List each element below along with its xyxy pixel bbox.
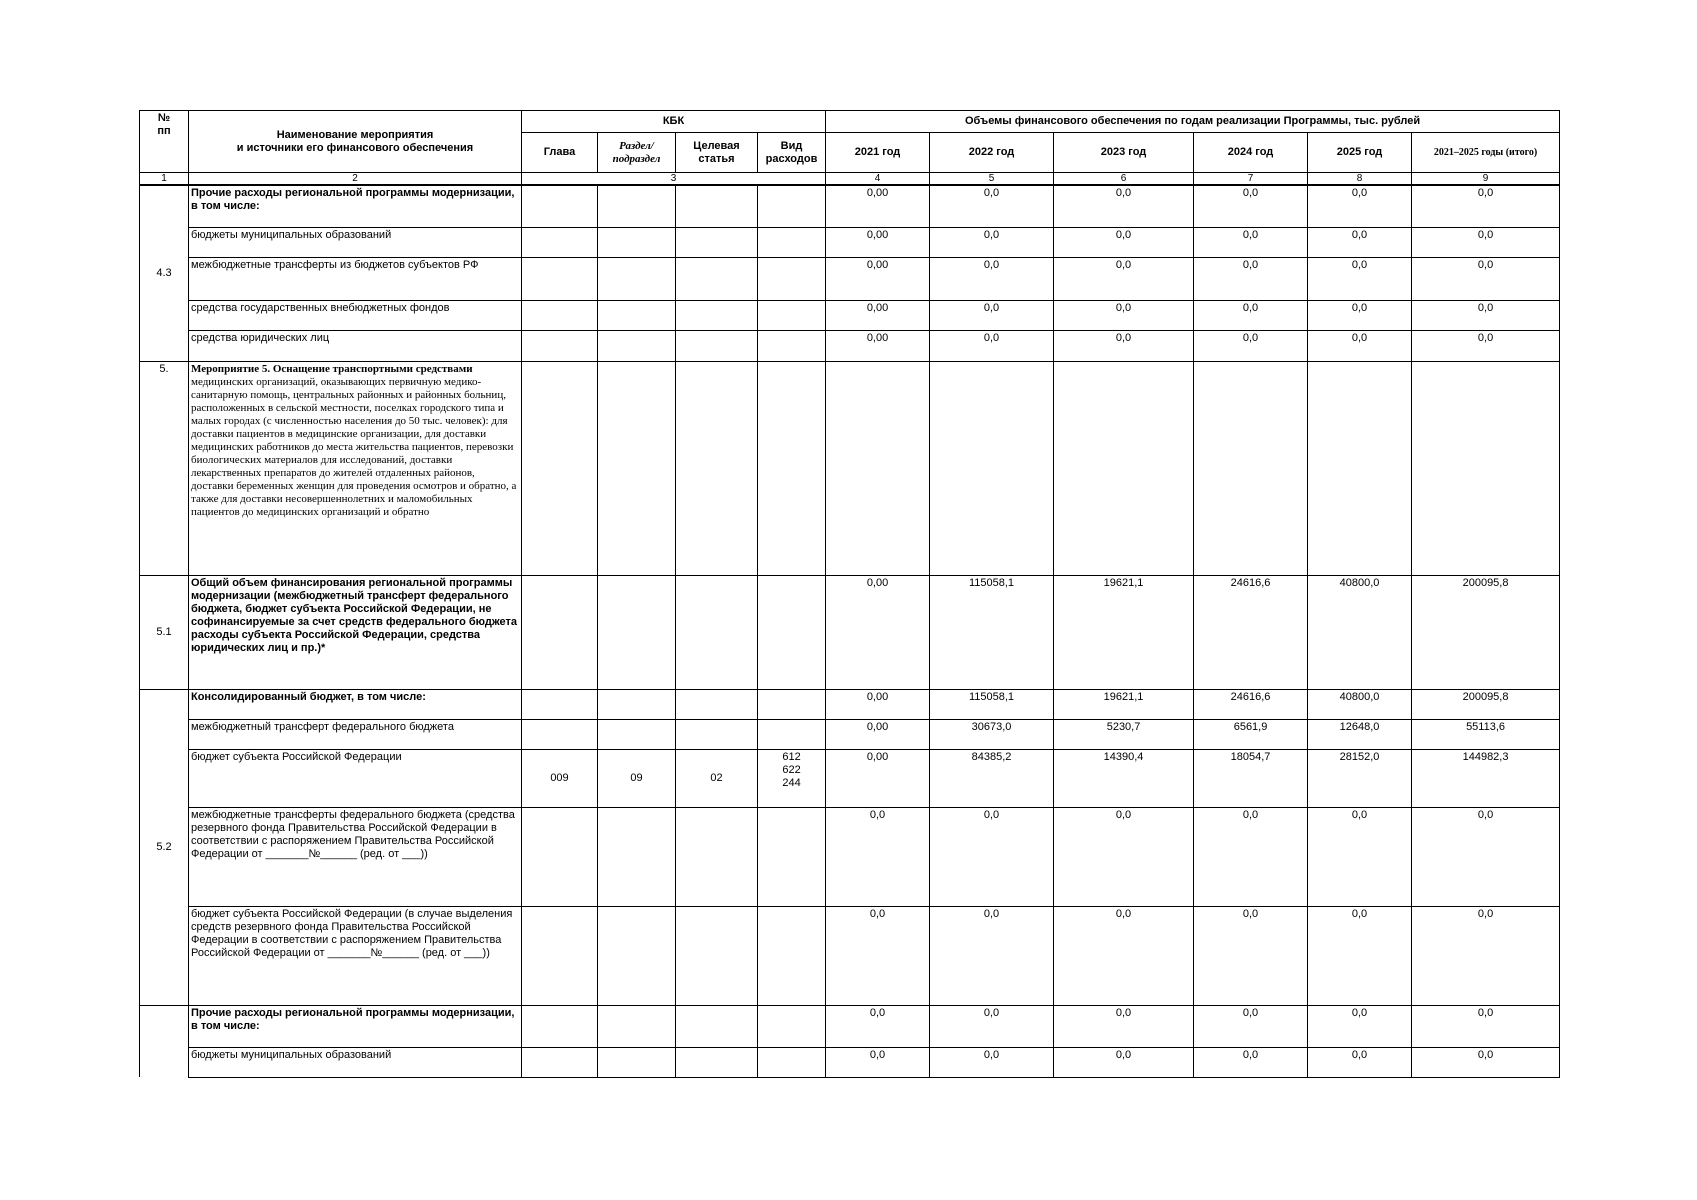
value-cell: 0,0 xyxy=(1308,227,1412,257)
row-name: Консолидированный бюджет, в том числе: xyxy=(189,689,522,719)
value-cell: 0,0 xyxy=(930,1047,1054,1077)
index-cell: 5 xyxy=(930,173,1054,186)
value-cell: 0,0 xyxy=(930,906,1054,1005)
row-number xyxy=(140,1005,189,1077)
index-cell: 8 xyxy=(1308,173,1412,186)
row-name: Прочие расходы региональной программы модернизации, в том числе: xyxy=(189,185,522,227)
value-cell: 0,0 xyxy=(1308,906,1412,1005)
value-cell: 0,0 xyxy=(1308,1047,1412,1077)
value-cell: 0,00 xyxy=(826,185,930,227)
value-cell: 0,0 xyxy=(826,906,930,1005)
header-year-total: 2021–2025 годы (итого) xyxy=(1412,133,1560,173)
value-cell: 55113,6 xyxy=(1412,719,1560,749)
value-cell: 14390,4 xyxy=(1054,749,1194,807)
value-cell: 0,0 xyxy=(930,330,1054,361)
value-cell: 6561,9 xyxy=(1194,719,1308,749)
row-number: 5.1 xyxy=(140,575,189,689)
kbk-target: 02 xyxy=(676,749,758,807)
value-cell: 0,0 xyxy=(1054,1005,1194,1047)
value-cell: 24616,6 xyxy=(1194,689,1308,719)
value-cell: 0,00 xyxy=(826,227,930,257)
row-number: 4.3 xyxy=(140,185,189,361)
index-cell: 3 xyxy=(522,173,826,186)
row-name: Общий объем финансирования региональной программы модернизации (межбюджетный трансферт федерального бюджета, бюджет субъекта Российской Федерации, не софинансируемые за счет средств федерального бюджета расходы субъекта Российской Федерации, средства юридических лиц и пр.)* xyxy=(189,575,522,689)
value-cell: 115058,1 xyxy=(930,689,1054,719)
kbk-razdel: 09 xyxy=(598,749,676,807)
value-cell: 0,0 xyxy=(930,807,1054,906)
value-cell: 0,0 xyxy=(1194,257,1308,300)
header-kbk: КБК xyxy=(522,111,826,133)
value-cell: 0,0 xyxy=(1308,330,1412,361)
row-name: бюджет субъекта Российской Федерации (в случае выделения средств резервного фонда Правительства Российской Федерации в соответствии с распоряжением Правительства Российской Федерации от _______№______ (ред. от ___)) xyxy=(189,906,522,1005)
value-cell: 0,0 xyxy=(1194,1005,1308,1047)
value-cell: 0,0 xyxy=(1308,1005,1412,1047)
value-cell: 0,00 xyxy=(826,749,930,807)
measure-text: медицинских организаций, оказывающих первичную медико-санитарную помощь, центральных районных и районных больниц, расположенных в сельской местности, поселках городского типа и малых городах (с численностью населения до 50 тыс. человек): для доставки пациентов в медицинские организации, для доставки медицинских работников до места жительства пациентов, перевозки биологических материалов для исследований, доставки лекарственных препаратов до жителей отдаленных районов, доставки беременных женщин для проведения осмотров и обратно, а также для доставки несовершеннолетних и маломобильных пациентов до медицинских организаций и обратно xyxy=(191,375,517,518)
row-name: межбюджетные трансферты федерального бюджета (средства резервного фонда Правительства Российской Федерации в соответствии с распоряжением Правительства Российской Федерации от _______№______ (ред. от ___)) xyxy=(189,807,522,906)
value-cell: 0,0 xyxy=(1194,330,1308,361)
header-year: 2022 год xyxy=(930,133,1054,173)
header-year: 2021 год xyxy=(826,133,930,173)
value-cell: 19621,1 xyxy=(1054,575,1194,689)
value-cell: 0,0 xyxy=(1054,257,1194,300)
value-cell: 0,0 xyxy=(1308,807,1412,906)
index-cell: 7 xyxy=(1194,173,1308,186)
index-cell: 6 xyxy=(1054,173,1194,186)
header-name: Наименование мероприятия и источники его финансового обеспечения xyxy=(189,111,522,173)
value-cell: 0,0 xyxy=(1412,807,1560,906)
value-cell: 0,0 xyxy=(1194,906,1308,1005)
index-cell: 1 xyxy=(140,173,189,186)
value-cell: 0,00 xyxy=(826,719,930,749)
row-name: средства государственных внебюджетных фондов xyxy=(189,300,522,330)
header-num: № пп xyxy=(140,111,189,173)
row-name: межбюджетный трансферт федерального бюджета xyxy=(189,719,522,749)
value-cell: 0,0 xyxy=(1412,330,1560,361)
value-cell: 0,00 xyxy=(826,575,930,689)
value-cell: 0,0 xyxy=(1308,185,1412,227)
value-cell: 0,0 xyxy=(1412,1005,1560,1047)
header-vid: Вид расходов xyxy=(758,133,826,173)
measure-title: Мероприятие 5. Оснащение транспортными средствами xyxy=(191,362,473,375)
value-cell: 0,0 xyxy=(1054,807,1194,906)
value-cell: 0,0 xyxy=(1054,906,1194,1005)
value-cell: 18054,7 xyxy=(1194,749,1308,807)
header-glava: Глава xyxy=(522,133,598,173)
value-cell: 84385,2 xyxy=(930,749,1054,807)
row-name: Прочие расходы региональной программы модернизации, в том числе: xyxy=(189,1005,522,1047)
value-cell: 0,0 xyxy=(1194,227,1308,257)
value-cell: 0,0 xyxy=(1412,185,1560,227)
value-cell: 0,0 xyxy=(1054,300,1194,330)
value-cell: 0,0 xyxy=(930,227,1054,257)
value-cell: 40800,0 xyxy=(1308,689,1412,719)
row-name: бюджет субъекта Российской Федерации xyxy=(189,749,522,807)
value-cell: 24616,6 xyxy=(1194,575,1308,689)
value-cell: 0,0 xyxy=(930,300,1054,330)
value-cell: 28152,0 xyxy=(1308,749,1412,807)
kbk-vid: 612 622 244 xyxy=(758,749,826,807)
value-cell: 0,0 xyxy=(1194,300,1308,330)
value-cell: 0,0 xyxy=(826,807,930,906)
row-number: 5.2 xyxy=(140,689,189,1005)
kbk-glava: 009 xyxy=(522,749,598,807)
value-cell: 0,00 xyxy=(826,257,930,300)
row-number: 5. xyxy=(140,361,189,575)
value-cell: 0,0 xyxy=(1308,300,1412,330)
value-cell: 0,0 xyxy=(1054,227,1194,257)
value-cell: 5230,7 xyxy=(1054,719,1194,749)
value-cell: 200095,8 xyxy=(1412,575,1560,689)
value-cell: 0,0 xyxy=(1412,300,1560,330)
header-finance: Объемы финансового обеспечения по годам реализации Программы, тыс. рублей xyxy=(826,111,1560,133)
value-cell: 115058,1 xyxy=(930,575,1054,689)
header-razdel: Раздел/ подраздел xyxy=(598,133,676,173)
finance-table xyxy=(139,110,1560,1078)
value-cell: 30673,0 xyxy=(930,719,1054,749)
header-year: 2023 год xyxy=(1054,133,1194,173)
value-cell: 0,0 xyxy=(1412,906,1560,1005)
row-name: межбюджетные трансферты из бюджетов субъектов РФ xyxy=(189,257,522,300)
value-cell: 0,0 xyxy=(1194,807,1308,906)
row-name: бюджеты муниципальных образований xyxy=(189,1047,522,1077)
header-year: 2024 год xyxy=(1194,133,1308,173)
row-name: бюджеты муниципальных образований xyxy=(189,227,522,257)
value-cell: 12648,0 xyxy=(1308,719,1412,749)
header-target: Целевая статья xyxy=(676,133,758,173)
value-cell: 0,0 xyxy=(1412,1047,1560,1077)
index-cell: 9 xyxy=(1412,173,1560,186)
value-cell: 0,0 xyxy=(1194,1047,1308,1077)
measure-description xyxy=(189,361,522,575)
value-cell: 0,00 xyxy=(826,330,930,361)
value-cell: 0,0 xyxy=(930,1005,1054,1047)
value-cell: 0,0 xyxy=(826,1047,930,1077)
value-cell: 19621,1 xyxy=(1054,689,1194,719)
value-cell: 0,0 xyxy=(930,185,1054,227)
value-cell: 0,0 xyxy=(1308,257,1412,300)
value-cell: 0,0 xyxy=(1054,185,1194,227)
value-cell: 0,0 xyxy=(930,257,1054,300)
value-cell: 0,0 xyxy=(826,1005,930,1047)
value-cell: 0,0 xyxy=(1054,1047,1194,1077)
value-cell: 40800,0 xyxy=(1308,575,1412,689)
value-cell: 0,0 xyxy=(1412,257,1560,300)
index-cell: 4 xyxy=(826,173,930,186)
row-name: средства юридических лиц xyxy=(189,330,522,361)
index-cell: 2 xyxy=(189,173,522,186)
value-cell: 144982,3 xyxy=(1412,749,1560,807)
value-cell: 0,00 xyxy=(826,689,930,719)
value-cell: 200095,8 xyxy=(1412,689,1560,719)
header-year: 2025 год xyxy=(1308,133,1412,173)
value-cell: 0,00 xyxy=(826,300,930,330)
value-cell: 0,0 xyxy=(1412,227,1560,257)
value-cell: 0,0 xyxy=(1054,330,1194,361)
value-cell: 0,0 xyxy=(1194,185,1308,227)
